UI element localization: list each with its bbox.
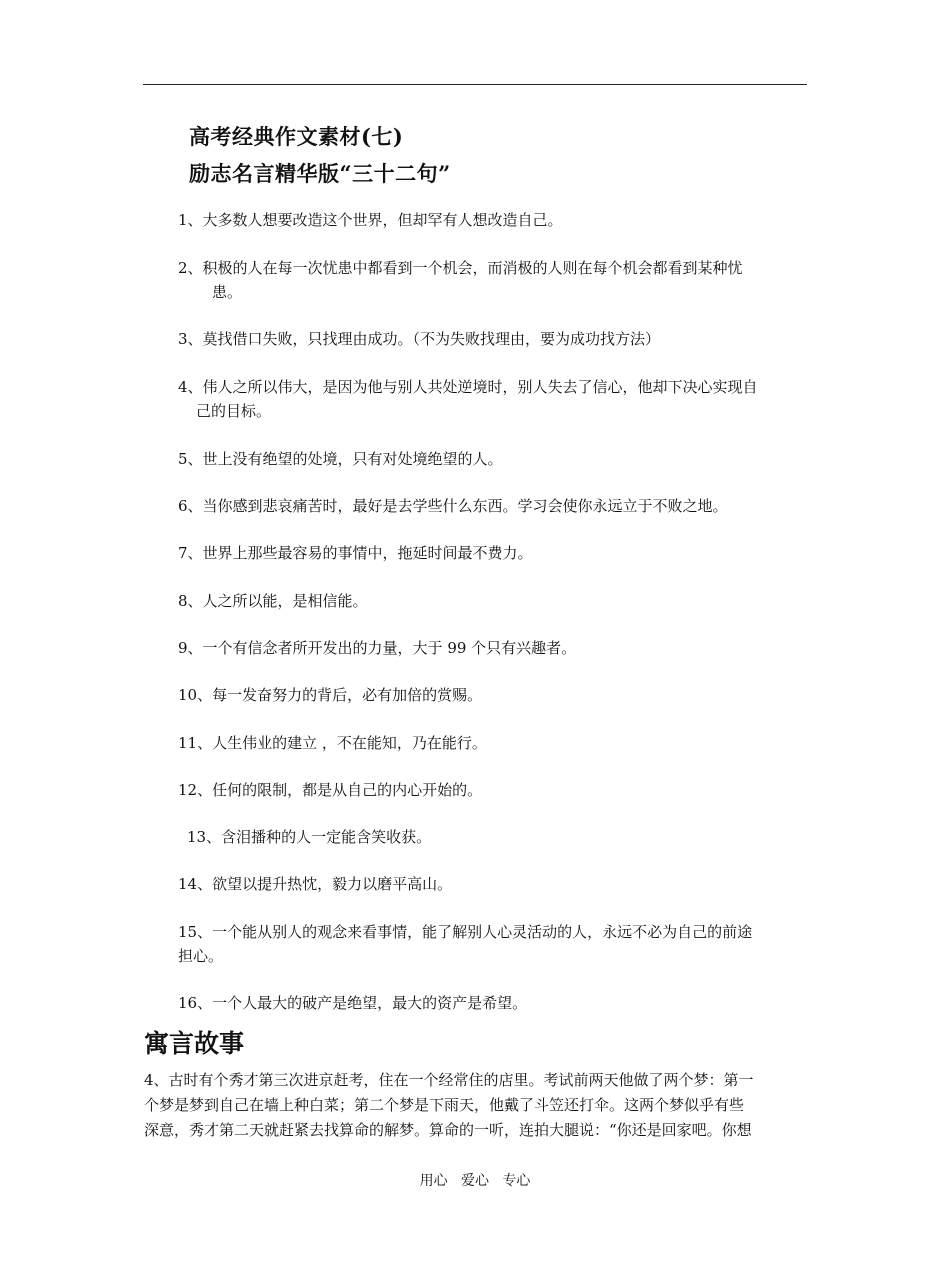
quote-text-continued: 担心。: [178, 947, 224, 965]
quote-text: 11、人生伟业的建立 ，不在能知，乃在能行。: [178, 734, 487, 752]
quote-item: [178, 636, 576, 660]
quote-item: [178, 208, 563, 232]
quote-text: 12、任何的限制，都是从自己的内心开始的。: [178, 781, 483, 799]
header-rule: [143, 84, 807, 85]
quote-text: 14、欲望以提升热忱，毅力以磨平高山。: [178, 875, 453, 893]
quote-item: [178, 683, 482, 707]
story-line: 个梦是梦到自己在墙上种白菜；第二个梦是下雨天，他戴了斗笠还打伞。这两个梦似乎有些: [144, 1096, 745, 1114]
quote-text: 10、每一发奋努力的背后，必有加倍的赏赐。: [178, 686, 483, 704]
quote-item: [178, 256, 743, 304]
quote-item: [178, 589, 368, 613]
document-title: 高考经典作文素材(七): [189, 124, 404, 149]
quote-text: 9、一个有信念者所开发出的力量，大于 99 个只有兴趣者。: [178, 639, 577, 657]
quote-item: [178, 778, 482, 802]
story-line: 深意，秀才第二天就赶紧去找算命的解梦。算命的一听，连拍大腿说：“你还是回家吧。你想: [144, 1121, 752, 1139]
quote-item: [178, 327, 660, 351]
quote-item: [178, 731, 487, 755]
quote-text: 1、大多数人想要改造这个世界，但却罕有人想改造自己。: [178, 211, 563, 229]
quote-text: 3、莫找借口失败，只找理由成功。（不为失败找理由，要为成功找方法）: [178, 330, 661, 348]
quote-text: 4、伟人之所以伟大，是因为他与别人共处逆境时，别人失去了信心，他却下决心实现自: [178, 378, 758, 396]
quote-text: 2、积极的人在每一次忧患中都看到一个机会，而消极的人则在每个机会都看到某种忧: [178, 259, 743, 277]
quote-item: [178, 872, 452, 896]
quote-text: 13、含泪播种的人一定能含笑收获。: [187, 828, 432, 846]
quote-text: 7、世界上那些最容易的事情中，拖延时间最不费力。: [178, 544, 533, 562]
story-line: 4、古时有个秀才第三次进京赶考，住在一个经常住的店里。考试前两天他做了两个梦：第一: [144, 1071, 754, 1089]
document-subtitle: 励志名言精华版“三十二句”: [189, 161, 451, 186]
story-paragraph: [144, 1068, 809, 1143]
quote-item: [187, 825, 431, 849]
section-heading: 寓言故事: [144, 1029, 245, 1058]
quote-item: [178, 920, 752, 968]
quote-item: [178, 447, 503, 471]
quote-text: 5、世上没有绝望的处境，只有对处境绝望的人。: [178, 450, 503, 468]
page-footer: 用心 爱心 专心: [419, 1173, 531, 1189]
quote-item: [178, 494, 728, 518]
quote-text-continued: 患。: [212, 283, 243, 301]
quote-text: 16、一个人最大的破产是绝望，最大的资产是希望。: [178, 994, 528, 1012]
quote-item: [178, 541, 533, 565]
quote-text: 6、当你感到悲哀痛苦时，最好是去学些什么东西。学习会使你永远立于不败之地。: [178, 497, 728, 515]
quote-item: [178, 375, 758, 423]
quote-text: 8、人之所以能，是相信能。: [178, 592, 368, 610]
quote-text: 15、一个能从别人的观念来看事情，能了解别人心灵活动的人，永远不必为自己的前途: [178, 923, 753, 941]
quote-item: [178, 991, 527, 1015]
quote-text-continued: 己的目标。: [196, 402, 272, 420]
